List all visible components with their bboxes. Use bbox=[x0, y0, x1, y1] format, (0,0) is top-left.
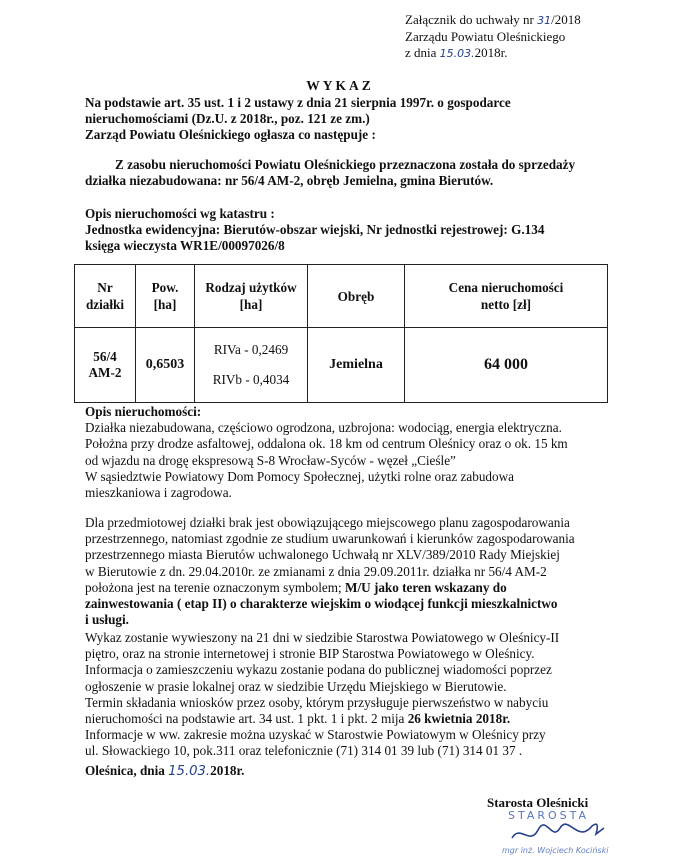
cell-nr-line-1: 56/4 bbox=[93, 349, 117, 364]
cadastre-heading: Opis nieruchomości wg katastru : bbox=[85, 206, 275, 221]
signature-scribble bbox=[512, 824, 604, 838]
attachment-date-prefix: z dnia bbox=[405, 45, 437, 60]
header-pow bbox=[136, 265, 195, 328]
plan-line-4: w Bierutowie z dn. 29.04.2010r. ze zmianami z dnia 29.09.2011r. działka nr 56/4 AM-2 bbox=[85, 563, 547, 579]
plan-line-6: zainwestowania ( etap II) o charakterze wiejskim o wiodącej funkcji mieszkalnictwo bbox=[85, 596, 558, 612]
description-line-4: W sąsiedztwie Powiatowy Dom Pomocy Społecznej, użytki rolne oraz zabudowa bbox=[85, 468, 514, 484]
header-pow-line-2: [ha] bbox=[153, 297, 177, 312]
description-section bbox=[85, 404, 613, 501]
stamp-name: mgr inż. Wojciech Kociński bbox=[502, 846, 609, 855]
cell-nr-line-2: AM-2 bbox=[88, 365, 122, 380]
description-line-3: od wjazdu na drogę ekspresową S-8 Wrocław-Syców - węzeł „Cieśle” bbox=[85, 452, 456, 468]
header-rodzaj-line-2: [ha] bbox=[239, 297, 263, 312]
cell-obreb: Jemielna bbox=[308, 328, 405, 403]
stamp-and-signature-image bbox=[500, 806, 620, 856]
legal-basis-line-1: Na podstawie art. 35 ust. 1 i 2 ustawy z dnia 21 sierpnia 1997r. o gospodarce bbox=[85, 95, 511, 110]
attachment-date-year: 2018r. bbox=[474, 45, 508, 60]
header-obreb bbox=[308, 265, 405, 328]
notices-line-6-normal: nieruchomości na podstawie art. 34 ust. 1 pkt. 1 i pkt. 2 mija bbox=[85, 711, 405, 727]
announcement bbox=[85, 157, 615, 189]
date-suffix: 2018r. bbox=[210, 763, 245, 778]
date-prefix: Oleśnica, dnia bbox=[85, 763, 165, 778]
attachment-line-3 bbox=[405, 45, 655, 62]
header-cena bbox=[405, 265, 608, 328]
header-rodzaj bbox=[195, 265, 308, 328]
plan-line-1: Dla przedmiotowej działki brak jest obowiązującego miejscowego planu zagospodarowania bbox=[85, 515, 570, 530]
plan-line-3: przestrzennego miasta Bierutów uchwalonego Uchwałą nr XLV/389/2010 Rady Miejskiej bbox=[85, 547, 560, 563]
notices-section bbox=[85, 630, 613, 760]
plan-line-5-normal: położona jest na terenie oznaczonym symbolem; bbox=[85, 579, 342, 595]
cadastre-line-2: księga wieczysta WR1E/00097026/8 bbox=[85, 238, 285, 253]
cell-cena: 64 000 bbox=[405, 328, 608, 403]
attachment-header bbox=[405, 12, 655, 62]
stamp-text: STAROSTA bbox=[508, 809, 590, 822]
notices-line-7: Informacje w ww. zakresie można uzyskać w Starostwie Powiatowym w Oleśnicy przy bbox=[85, 727, 546, 743]
deadline-date: 26 kwietnia 2018r. bbox=[407, 711, 511, 727]
plan-section bbox=[85, 515, 613, 628]
legal-basis bbox=[85, 95, 615, 143]
notices-line-4: ogłoszenie w prasie lokalnej oraz w siedzibie Urzędu Miejskiego w Bierutowie. bbox=[85, 678, 507, 694]
announcement-line-1: Z zasobu nieruchomości Powiatu Oleśnickiego przeznaczona została do sprzedaży bbox=[115, 157, 576, 172]
header-rodzaj-line-1: Rodzaj użytków bbox=[205, 280, 297, 295]
notices-line-3: Informacja o zamieszczeniu wykazu zostanie podana do publicznej wiadomości poprzez bbox=[85, 662, 552, 678]
notices-line-8: ul. Słowackiego 10, pok.311 oraz telefonicznie (71) 314 01 39 lub (71) 314 01 37 . bbox=[85, 743, 523, 759]
notices-line-1: Wykaz zostanie wywieszony na 21 dni w siedzibie Starostwa Powiatowego w Oleśnicy-II bbox=[85, 630, 560, 645]
header-cena-line-2: netto [zł] bbox=[480, 297, 532, 312]
description-heading: Opis nieruchomości: bbox=[85, 404, 202, 419]
legal-basis-line-2: nieruchomościami (Dz.U. z 2018r., poz. 121 ze zm.) bbox=[85, 111, 370, 126]
handwritten-resolution-number: 31 bbox=[537, 14, 552, 27]
cell-rodzaj-line-2: RIVb - 0,4034 bbox=[212, 372, 290, 387]
cell-pow: 0,6503 bbox=[136, 328, 195, 403]
cadastre-line-1: Jednostka ewidencyjna: Bierutów-obszar wiejski, Nr jednostki rejestrowej: G.134 bbox=[85, 222, 545, 237]
plan-line-2: przestrzennego, natomiast zgodnie ze studium uwarunkowań i kierunków zagospodarowania bbox=[85, 531, 575, 547]
attachment-line-2: Zarządu Powiatu Oleśnickiego bbox=[405, 29, 566, 44]
description-line-1: Działka niezabudowana, częściowo ogrodzona, uzbrojona: wodociąg, energia elektryczna. bbox=[85, 420, 562, 436]
handwritten-sign-date: 15.03. bbox=[168, 764, 211, 779]
notices-line-2: piętro, oraz na stronie internetowej i stronie BIP Starostwa Powiatowego w Oleśnicy. bbox=[85, 646, 535, 662]
header-nr bbox=[75, 265, 136, 328]
cadastre-section bbox=[85, 206, 615, 254]
description-line-5: mieszkaniowa i zagrodowa. bbox=[85, 485, 232, 501]
place-and-date bbox=[85, 763, 244, 779]
description-line-2: Położna przy drodze asfaltowej, oddalona ok. 18 km od centrum Oleśnicy oraz o ok. 15 km bbox=[85, 436, 568, 452]
legal-basis-line-3: Zarząd Powiatu Oleśnickiego ogłasza co następuje : bbox=[85, 127, 376, 142]
cell-rodzaj-line-1: RIVa - 0,2469 bbox=[213, 342, 289, 357]
header-cena-line-1: Cena nieruchomości bbox=[448, 280, 564, 295]
plan-line-7: i usługi. bbox=[85, 612, 129, 628]
handwritten-date: 15.03. bbox=[439, 47, 475, 60]
header-pow-line-1: Pow. bbox=[151, 280, 179, 295]
header-obreb-text: Obręb bbox=[337, 288, 375, 304]
attachment-line-1 bbox=[405, 12, 655, 29]
announcement-line-2: działka niezabudowana: nr 56/4 AM-2, obręb Jemielna, gmina Bierutów. bbox=[85, 173, 494, 188]
attachment-year: /2018 bbox=[551, 12, 581, 27]
attachment-prefix: Załącznik do uchwały nr bbox=[405, 12, 534, 27]
plan-line-5 bbox=[85, 580, 613, 596]
header-nr-line-2: działki bbox=[85, 297, 125, 312]
notices-line-6 bbox=[85, 711, 613, 727]
cell-nr bbox=[75, 328, 136, 403]
plan-line-5-bold: M/U jako teren wskazany do bbox=[345, 579, 507, 595]
table-row bbox=[75, 328, 608, 403]
header-nr-line-1: Nr bbox=[97, 280, 113, 295]
notices-line-5: Termin składania wniosków przez osoby, którym przysługuje pierwszeństwo w nabyciu bbox=[85, 694, 549, 710]
cell-rodzaj bbox=[195, 328, 308, 403]
document-title: WYKAZ bbox=[306, 78, 374, 93]
table-header-row bbox=[75, 265, 608, 328]
signatory-title: Starosta Oleśnicki bbox=[487, 795, 589, 810]
property-table bbox=[74, 264, 608, 403]
